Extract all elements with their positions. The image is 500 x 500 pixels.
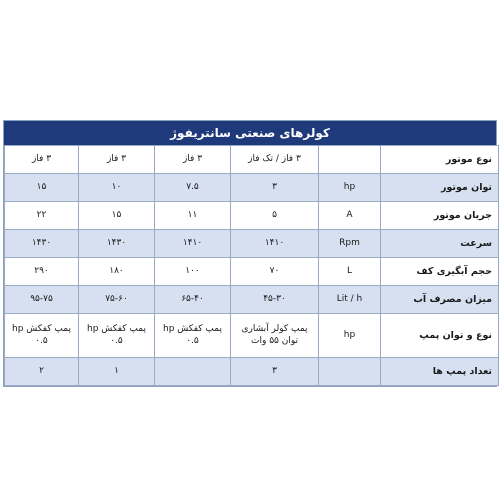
unit-cell: A (319, 202, 381, 230)
unit-cell (319, 146, 381, 174)
value-cell: ۷.۵ (155, 174, 231, 202)
unit-cell: hp (319, 314, 381, 358)
value-cell: ۲۲ (5, 202, 79, 230)
value-cell: پمپ کفکش hp ۰.۵ (155, 314, 231, 358)
value-cell: ۱۵ (5, 174, 79, 202)
value-cell: ۳ فاز / تک فاز (231, 146, 319, 174)
row-label: نوع و توان پمپ (381, 314, 499, 358)
value-cell: پمپ کفکش hp ۰.۵ (79, 314, 155, 358)
value-cell: ۲ (5, 358, 79, 386)
unit-cell: hp (319, 174, 381, 202)
value-cell: ۹۵-۷۵ (5, 286, 79, 314)
value-cell: ۱۱ (155, 202, 231, 230)
spec-table (4, 145, 499, 386)
value-cell: ۵ (231, 202, 319, 230)
value-cell: ۷۵-۶۰ (79, 286, 155, 314)
unit-cell: Lit / h (319, 286, 381, 314)
unit-cell (319, 358, 381, 386)
value-cell: ۳ فاز (79, 146, 155, 174)
value-cell: ۴۵-۳۰ (231, 286, 319, 314)
value-cell: ۱۴۳۰ (79, 230, 155, 258)
value-cell: ۷۰ (231, 258, 319, 286)
value-cell: ۳ (231, 358, 319, 386)
table-row (5, 286, 499, 314)
value-cell: ۱۰۰ (155, 258, 231, 286)
unit-cell: L (319, 258, 381, 286)
table-row (5, 358, 499, 386)
value-cell: ۱۴۳۰ (5, 230, 79, 258)
table-row (5, 230, 499, 258)
value-cell: ۲۹۰ (5, 258, 79, 286)
row-label: تعداد پمپ ها (381, 358, 499, 386)
row-label: نوع موتور (381, 146, 499, 174)
row-label: سرعت (381, 230, 499, 258)
table-row (5, 174, 499, 202)
value-cell: ۱۴۱۰ (155, 230, 231, 258)
row-label: حجم آبگیری کف (381, 258, 499, 286)
value-cell: ۳ فاز (155, 146, 231, 174)
value-cell: پمپ کفکش hp ۰.۵ (5, 314, 79, 358)
table-title: کولرهای صنعتی سانتریفوژ (4, 121, 496, 145)
value-cell: ۱۴۱۰ (231, 230, 319, 258)
row-label: توان موتور (381, 174, 499, 202)
value-cell: ۳ فاز (5, 146, 79, 174)
row-label: میزان مصرف آب (381, 286, 499, 314)
value-cell: ۶۵-۴۰ (155, 286, 231, 314)
value-cell (155, 358, 231, 386)
table-row (5, 202, 499, 230)
value-cell: ۱ (79, 358, 155, 386)
value-cell: ۱۸۰ (79, 258, 155, 286)
spec-table-container (3, 120, 497, 387)
table-row (5, 314, 499, 358)
table-row (5, 258, 499, 286)
unit-cell: Rpm (319, 230, 381, 258)
value-cell: ۳ (231, 174, 319, 202)
value-cell: پمپ کولر آبشاری توان ۵۵ وات (231, 314, 319, 358)
value-cell: ۱۰ (79, 174, 155, 202)
table-row (5, 146, 499, 174)
row-label: جریان موتور (381, 202, 499, 230)
value-cell: ۱۵ (79, 202, 155, 230)
